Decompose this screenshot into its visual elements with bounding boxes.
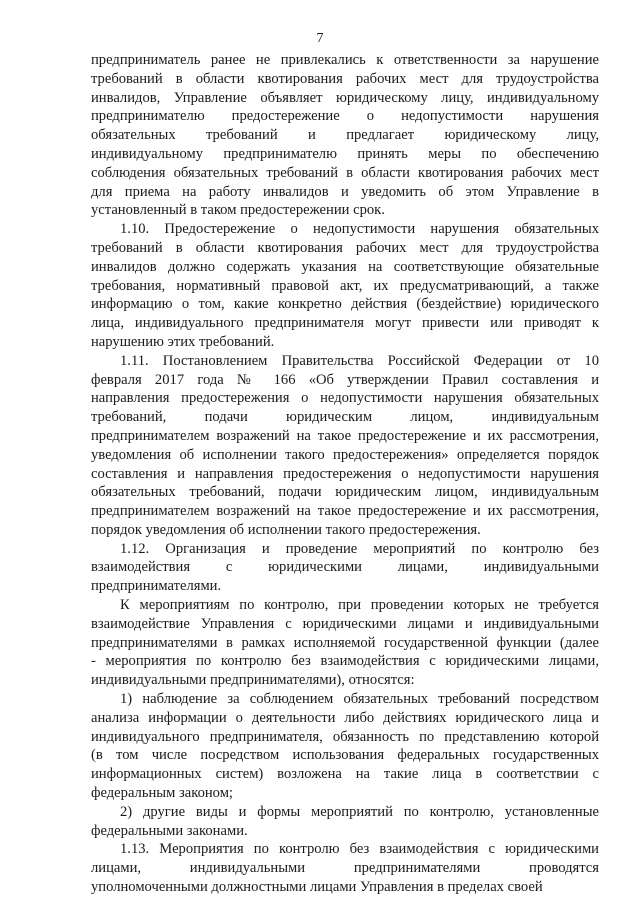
text-line: информацию о том, какие конкретно действия (бездействие) юридического [91, 296, 599, 312]
text-line: предпринимателю предостережение о недопустимости нарушения [91, 108, 599, 124]
text-line: предпринимателем возражений на такое предостережение и их рассмотрения, [91, 428, 599, 444]
text-line: индивидуальному предпринимателю принять меры по обеспечению [91, 146, 599, 162]
text-line: обязательных требований, подачи юридическим лицом, индивидуальным [91, 484, 599, 500]
text-line: требований в области квотирования рабочих мест для трудоустройства [91, 240, 599, 256]
text-line: индивидуальными предпринимателями), относятся: [91, 672, 415, 688]
text-line: 1.11. Постановлением Правительства Российской Федерации от 10 [120, 353, 599, 369]
text-line: предпринимателями. [91, 578, 222, 594]
text-line: взаимодействия с юридическими лицами, индивидуальными [91, 559, 599, 575]
text-line: 1.10. Предостережение о недопустимости нарушения обязательных [120, 221, 599, 237]
text-line: федеральным законом; [91, 785, 233, 801]
text-line: лицами, индивидуальными предпринимателями проводятся [91, 860, 599, 876]
text-line: федеральными законами. [91, 823, 248, 839]
text-line: для приема на работу инвалидов и уведомить об этом Управление в [91, 184, 599, 200]
text-line: составления и направления предостережения о недопустимости нарушения [91, 466, 599, 482]
text-line: 2) другие виды и формы мероприятий по контролю, установленные [120, 804, 599, 820]
text-line: (в том числе посредством использования федеральных государственных [91, 747, 599, 763]
text-line: 1) наблюдение за соблюдением обязательных требований посредством [120, 691, 599, 707]
text-line: порядок уведомления об исполнении такого предостережения. [91, 522, 481, 538]
text-line: уведомления об исполнении такого предостережения» определяется порядок [91, 447, 599, 463]
text-line: направления предостережения о недопустимости нарушения обязательных [91, 390, 599, 406]
text-line: лица, индивидуального предпринимателя могут привести или приводят к [91, 315, 599, 331]
text-line: требования, нормативный правовой акт, их предусматривающий, а также [91, 278, 599, 294]
text-line: предприниматель ранее не привлекались к ответственности за нарушение [91, 52, 599, 68]
text-line: установленный в таком предостережении срок. [91, 202, 385, 218]
text-line: - мероприятия по контролю без взаимодействия с юридическими лицами, [91, 653, 599, 669]
text-line: требований, подачи юридическим лицом, индивидуальным [91, 409, 599, 425]
text-line: взаимодействие Управления с юридическими лицами и индивидуальными [91, 616, 599, 632]
text-line: предпринимателем возражений на такое предостережение и их рассмотрения, [91, 503, 599, 519]
text-line: предпринимателями в рамках исполняемой государственной функции (далее [91, 635, 599, 651]
text-line: К мероприятиям по контролю, при проведении которых не требуется [120, 597, 599, 613]
text-line: анализа информации о деятельности либо действиях юридического лица и [91, 710, 599, 726]
text-line: обязательных требований и предлагает юридическому лицу, [91, 127, 599, 143]
text-line: требований в области квотирования рабочих мест для трудоустройства [91, 71, 599, 87]
text-line: нарушению этих требований. [91, 334, 275, 350]
text-line: соблюдения обязательных требований в области квотирования рабочих мест [91, 165, 599, 181]
text-line: уполномоченными должностными лицами Управления в пределах своей [91, 879, 543, 895]
text-line: 1.13. Мероприятия по контролю без взаимодействия с юридическими [120, 841, 599, 857]
text-line: 1.12. Организация и проведение мероприятий по контролю без [120, 541, 599, 557]
text-line: индивидуального предпринимателя, обязанность по представлению которой [91, 729, 599, 745]
text-line: февраля 2017 года № 166 «Об утверждении Правил составления и [91, 372, 599, 388]
page-number: 7 [316, 31, 324, 46]
text-line: инвалидов, Управление объявляет юридическому лицу, индивидуальному [91, 90, 599, 106]
text-line: инвалидов должно содержать указания на соответствующие обязательные [91, 259, 599, 275]
text-line: информационных систем) возложена на такие лица в соответствии с [91, 766, 599, 782]
